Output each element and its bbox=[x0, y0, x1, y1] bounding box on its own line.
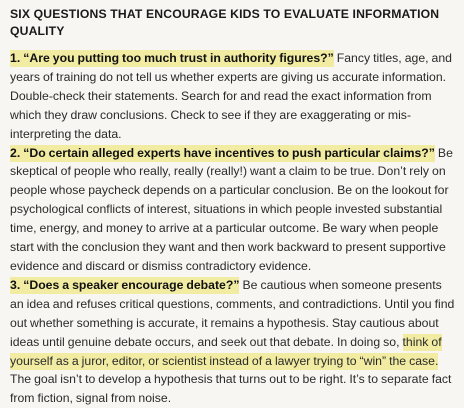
section-2 bbox=[10, 144, 456, 276]
section-3 bbox=[10, 276, 456, 408]
section-1 bbox=[10, 49, 456, 144]
section-2-question: 2. “Do certain alleged experts have incentives to push particular claims?” bbox=[10, 145, 435, 160]
document-title: SIX QUESTIONS THAT ENCOURAGE KIDS TO EVALUATE INFORMATION QUALITY bbox=[10, 7, 440, 38]
section-3-body-highlight: think of yourself as a juror, editor, or scientist instead of a lawyer trying to “win” the case. bbox=[10, 334, 442, 368]
section-3-question: 3. “Does a speaker encourage debate?” bbox=[10, 277, 240, 292]
section-3-body-after: The goal isn’t to develop a hypothesis that turns out to be right. It’s to separate fact from fiction, signal from noise. bbox=[10, 372, 452, 406]
section-1-question: 1. “Are you putting too much trust in authority figures?” bbox=[10, 51, 334, 65]
section-1-body: Fancy titles, age, and years of training do not tell us whether experts are giving us accurate information. Double-check their statements. Search for and read the exact information from which they draw conclusions. Check to see if they are exaggerating or misinterpreting the data. bbox=[10, 51, 452, 141]
section-2-body: Be skeptical of people who really, really (really!) want a claim to be true. Don’t rely on people whose paycheck depends on a particular conclusion. Be on the lookout for psychological conflicts of interest, situations in which people invested substantial time, energy, and money to arrive at a particular outcome. Be wary when people start with the conclusion they want and then work backward to present supportive evidence and discard or dismiss contradictory evidence. bbox=[10, 145, 453, 273]
section-3-body-before: Be cautious when someone presents an idea and refuses critical questions, comments, and contradictions. Until you find out whether something is accurate, it remains a hypothesis. Stay cautious about ideas until genuine debate occurs, and seek out that debate. In doing so, bbox=[10, 277, 455, 349]
